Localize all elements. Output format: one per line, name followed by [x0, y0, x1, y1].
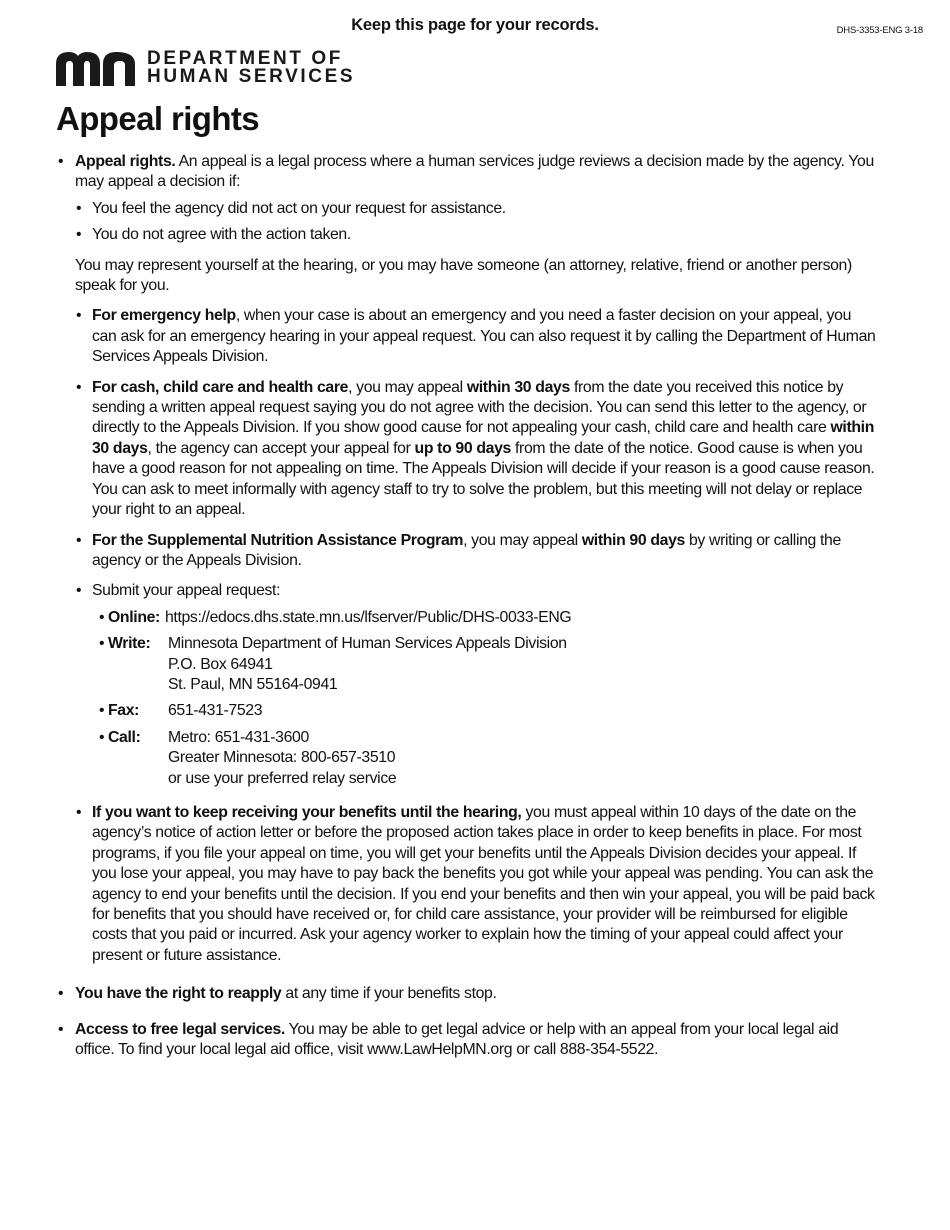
form-code: DHS-3353-ENG 3-18	[836, 25, 923, 36]
legal-text: You may be able to get legal advice or help with an appeal from your local legal aid office. To find your local legal aid office, visit www.LawHelpMN.org or call 888-354-5522.	[75, 1020, 839, 1059]
condition-item: • You do not agree with the action taken.	[56, 225, 876, 245]
submit-methods-list	[56, 608, 876, 789]
dhs-logo	[56, 50, 355, 86]
logo-line-2: HUMAN SERVICES	[147, 66, 356, 87]
submit-intro: Submit your appeal request:	[92, 582, 281, 600]
call-numbers	[168, 728, 876, 789]
submit-item	[56, 581, 876, 601]
online-url[interactable]: https://edocs.dhs.state.mn.us/lfserver/Public/DHS-0033-ENG	[164, 608, 572, 626]
online-method	[56, 608, 876, 628]
benefits-text: you must appeal within 10 days of the date on the agency’s notice of action letter or before the proposed action takes place in order to keep benefits in place. For most programs, if you file your appeal on time, you will get your benefits until the Appeals Division decides your appeal. If you lose your appeal, you may have to pay back the benefits you got while your appeal was pending. You can ask the agency to end your benefits until the decision. If you end your benefits and then win your appeal, you will be paid back for benefits that you should have received or, for child care assistance, your provider will be reimbursed for eligible costs that you paid or incurred. Ask your agency worker to explain how the timing of your appeal could affect your present or future assistance.	[92, 803, 875, 964]
snap-item	[56, 531, 876, 572]
reapply-lead: You have the right to reapply	[75, 985, 282, 1003]
details-list	[56, 306, 876, 601]
closing-list	[56, 984, 876, 1060]
snap-lead: For the Supplemental Nutrition Assistance Program	[92, 531, 464, 549]
address-line: Minnesota Department of Human Services Appeals Division	[168, 635, 567, 653]
write-address	[168, 634, 876, 695]
conditions-list	[56, 199, 876, 246]
logo-text	[147, 50, 355, 86]
intro-paragraph	[75, 152, 876, 193]
fax-label: • Fax:	[108, 702, 140, 720]
write-label: • Write:	[108, 635, 151, 653]
emergency-item	[56, 306, 876, 367]
intro-text: An appeal is a legal process where a human services judge reviews a decision made by the agency. You may appeal a decision if:	[75, 153, 874, 191]
cash-bold-2: within 30 days	[92, 419, 875, 457]
online-label: • Online:	[108, 608, 160, 626]
main-list	[56, 152, 876, 193]
address-line: P.O. Box 64941	[168, 655, 273, 673]
logo-line-1: DEPARTMENT OF	[147, 48, 343, 69]
phone-line: or use your preferred relay service	[168, 769, 397, 787]
phone-line: Greater Minnesota: 800-657-3510	[168, 749, 396, 767]
call-label: • Call:	[108, 728, 141, 746]
write-method	[56, 634, 876, 695]
condition-item: • You feel the agency did not act on your request for assistance.	[56, 199, 876, 219]
cash-bold-3: up to 90 days	[414, 439, 511, 457]
page-title: Appeal rights	[56, 100, 260, 137]
emergency-lead: For emergency help	[92, 307, 236, 325]
call-method	[56, 728, 876, 789]
legal-item	[56, 1020, 876, 1061]
fax-number: 651-431-7523	[168, 702, 263, 720]
phone-line: Metro: 651-431-3600	[168, 728, 309, 746]
mn-logo-icon	[56, 50, 137, 86]
appeal-rights-item	[56, 152, 876, 193]
records-notice: Keep this page for your records.	[351, 16, 599, 34]
cash-lead: For cash, child care and health care	[92, 378, 349, 396]
benefits-lead: If you want to keep receiving your benefits until the hearing,	[92, 803, 522, 821]
representation-paragraph: You may represent yourself at the hearing, or you may have someone (an attorney, relative, friend or another person) speak for you.	[75, 256, 852, 295]
cash-item	[56, 378, 876, 521]
reapply-text: at any time if your benefits stop.	[281, 985, 497, 1003]
snap-text-1: , you may appeal	[463, 531, 582, 549]
address-line: St. Paul, MN 55164-0941	[168, 675, 338, 693]
cash-text-2: from the date you received this notice by sending a written appeal request saying you do not agree with the decision. You can send this letter to the agency, or directly to the Appeals Division. If you show good cause for not appealing your cash, child care and health care	[92, 378, 867, 437]
cash-bold-1: within 30 days	[466, 378, 570, 396]
cash-text-1: , you may appeal	[348, 378, 467, 396]
appeal-rights-content	[56, 152, 876, 1060]
cash-text-4: from the date of the notice. Good cause is when you have a good reason for not appealing on time. The Appeals Division will decide if your reason is a good cause reason. You can ask to meet informally with agency staff to try to solve the problem, but this meeting will not delay or replace your right to an appeal.	[92, 439, 875, 519]
intro-lead: Appeal rights.	[75, 153, 176, 170]
benefits-list	[56, 803, 876, 966]
emergency-text: , when your case is about an emergency and you need a faster decision on your appeal, you can ask for an emergency hearing in your appeal request. You can also request it by calling the Department of Human Services Appeals Division.	[92, 307, 876, 366]
reapply-item	[56, 984, 876, 1004]
cash-text-3: , the agency can accept your appeal for	[147, 439, 415, 457]
snap-bold-1: within 90 days	[581, 531, 685, 549]
legal-lead: Access to free legal services.	[75, 1020, 285, 1038]
benefits-item	[56, 803, 876, 966]
snap-text-2: by writing or calling the agency or the Appeals Division.	[92, 531, 841, 569]
fax-method	[56, 701, 876, 721]
